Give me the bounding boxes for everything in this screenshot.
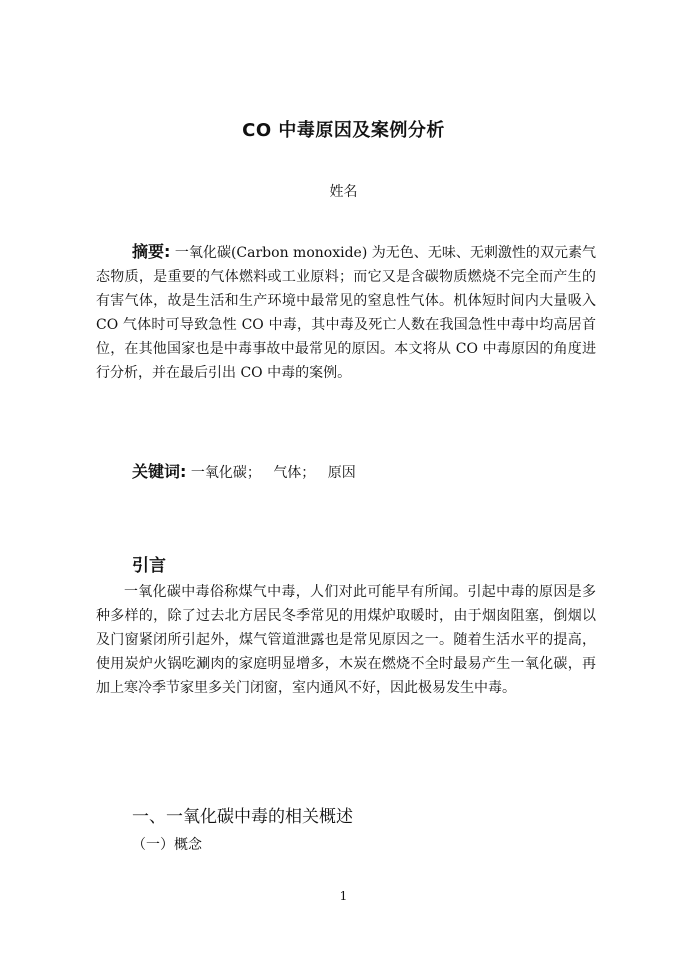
abstract-label: 摘要: — [132, 242, 171, 261]
abstract-paragraph — [96, 240, 596, 385]
intro-heading: 引言 — [132, 556, 166, 576]
abstract-text: 一氧化碳(Carbon monoxide) 为无色、无味、无刺激性的双元素气态物质，是重要的气体燃料或工业原料；而它又是含碳物质燃烧不完全而产生的有害气体，故是生活和生产环境中最常见的窒息性气体。机体短时间内大量吸入 CO 气体时可导致急性 CO 中毒，其中毒及死亡人数在我国急性中毒中均高居首位，在其他国家也是中毒事故中最常见的原因。本文将从 CO 中毒原因的角度进行分析，并在最后引出 CO 中毒的案例。 — [96, 245, 596, 381]
intro-text: 一氧化碳中毒俗称煤气中毒，人们对此可能早有所闻。引起中毒的原因是多种多样的，除了过去北方居民冬季常见的用煤炉取暖时，由于烟囱阻塞，倒烟以及门窗紧闭所引起外，煤气管道泄露也是常见原因之一。随着生活水平的提高，使用炭炉火锅吃涮肉的家庭明显增多，木炭在燃烧不全时最易产生一氧化碳，再加上寒冷季节家里多关门闭窗，室内通风不好，因此极易发生中毒。 — [96, 584, 596, 696]
page-number: 1 — [339, 889, 348, 903]
keywords-label: 关键词: — [132, 462, 187, 481]
keyword-item: 原因 — [327, 465, 356, 481]
keywords-line — [132, 460, 356, 485]
section-heading: 一、一氧化碳中毒的相关概述 — [132, 807, 353, 827]
keyword-item: 一氧化碳； — [190, 465, 261, 481]
intro-paragraph — [96, 580, 596, 700]
document-title: CO 中毒原因及案例分析 — [242, 120, 445, 141]
author-name: 姓名 — [329, 184, 358, 200]
subsection-heading: （一）概念 — [132, 837, 202, 853]
keyword-item: 气体； — [273, 465, 316, 481]
